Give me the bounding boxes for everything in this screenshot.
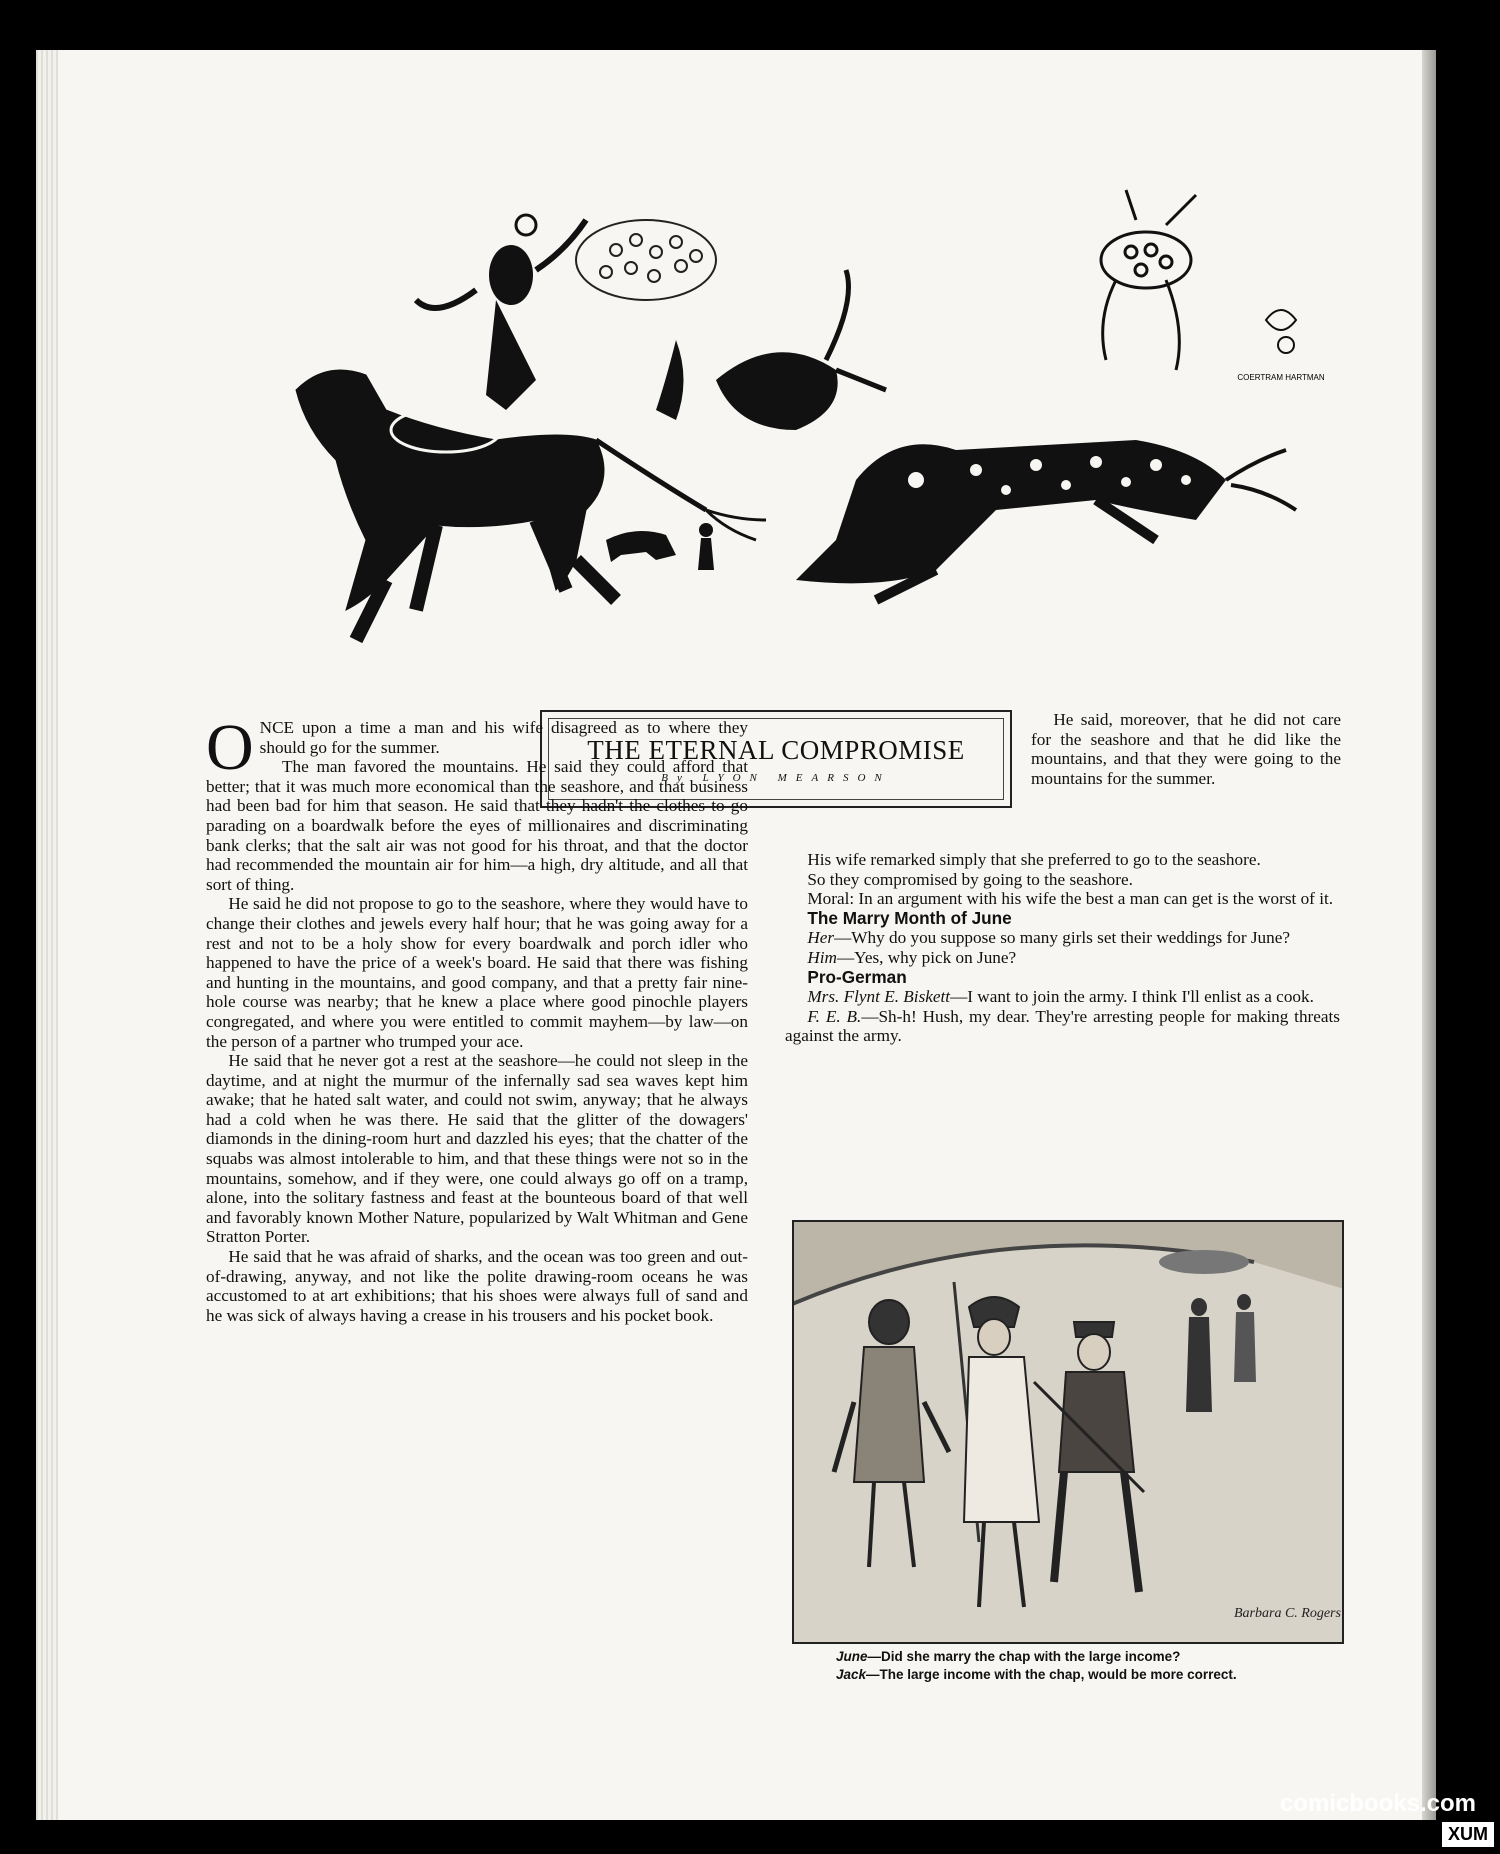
cartoon-caption [836,1648,1237,1684]
joke2-line1 [785,987,1340,1007]
article-paragraph: So they compromised by going to the seashore. [807,869,1133,889]
illustration-signature: COERTRAM HARTMAN [1237,373,1325,382]
article-column-right [785,850,1340,1046]
caption2-speaker: Jack [836,1667,867,1682]
cartoon-drawing [794,1222,1342,1642]
joke1-text1: —Why do you suppose so many girls set their weddings for June? [834,928,1290,948]
cartoon-signature: Barbara C. Rogers [1234,1606,1341,1621]
article-paragraph: Moral: In an argument with his wife the best a man can get is the worst of it. [807,889,1334,909]
joke2-line2 [785,1007,1340,1046]
joke2-speaker1: Mrs. Flynt E. Biskett [807,987,951,1007]
joke2-speaker2: F. E. B. [807,1006,862,1026]
joke1-speaker1: Her [807,928,835,948]
caption1-speaker: June [836,1649,868,1664]
article-paragraph: He said that he was afraid of sharks, and the ocean was too green and out-of-drawing, anyway, and not like the polite drawing-room oceans he was accustomed to at art exhibitions; that his shoes were always full of sand and he was sick of always having a crease in his trousers and his pocket book. [206,1247,748,1325]
article-paragraph: He said that he never got a rest at the seashore—he could not sleep in the daytime, and at night the murmur of the infernally sad sea waves kept him awake; that he hated salt water, and could not swim, anyway; that he always had a cold when he was there. He said that the glitter of the dowagers' diamonds in the dining-room hurt and dazzled his eyes; that the chatter of the squabs was almost intolerable to him, and that these things were not so in the mountains, somehow, and if they were, one could always go off on a tramp, alone, into the solitary fastness and feast at the bounteous board of that well and favorably known Mother Nature, popularized by Walt Whitman and Gene Stratton Porter. [206,1051,748,1247]
paragraph-text: NCE upon a time a man and his wife disagreed as to where they should go for the summer. [259,718,748,757]
caption-line1 [836,1648,1237,1666]
page-edge [1422,50,1436,1820]
article-paragraph: He said, moreover, that he did not care for the seashore and that he did like the mountains, and that they were going to the mountains for the summer. [1031,710,1341,788]
joke1-line2 [785,948,1340,968]
caption-line2 [836,1666,1237,1684]
article-paragraph: The man favored the mountains. He said they could afford that better; that it was much more economical than the seashore, and that business had been bad for him that season. He said that they hadn't the clothes to go parading on a boardwalk before the eyes of millionaires and discriminating bank clerks; that the salt air was not good for his throat, and that the doctor had recommended the mountain air for him—a high, dry altitude, and all that sort of thing. [206,757,748,894]
caption1-text: —Did she marry the chap with the large income? [867,1649,1181,1664]
article-paragraph: He said he did not propose to go to the seashore, where they would have to change their clothes and jewels every half hour; that he was going away for a rest and not to be a holy show for every boardwalk and porch idler who happened to have the price of a week's board. He said that there was fishing and hunting in the mountains, and good company, and that a pretty fair nine-hole course was nearby; that he knew a place where good pinochle players congregated, and where you were entitled to commit mayhem—by law—on the person of a partner who trumped your ace. [206,894,748,1051]
magazine-page [36,50,1436,1820]
site-watermark: comicbooks.com [1279,1790,1476,1817]
joke2-text2: —Sh-h! Hush, my dear. They're arresting people for making threats against the army. [785,1006,1340,1046]
article-paragraph [206,711,748,784]
header-illustration [236,180,1336,720]
joke1-heading: The Marry Month of June [807,907,1012,928]
joke1-speaker2: Him [807,947,837,967]
joke2-heading: Pro-German [807,966,907,987]
article-column-left [206,711,748,1325]
drop-cap: O [206,711,254,784]
page-binding [36,50,58,1820]
joke2-text1: —I want to join the army. I think I'll enlist as a cook. [950,987,1314,1007]
source-badge: XUM [1442,1822,1494,1847]
article-column-right-top [1031,710,1341,788]
joke1-text2: —Yes, why pick on June? [836,947,1017,967]
cartoon-illustration [792,1220,1344,1644]
caption2-text: —The large income with the chap, would be more correct. [866,1667,1237,1682]
joke1-line1 [785,928,1340,948]
article-byline: By LYON MEARSON [661,772,891,784]
article-title: THE ETERNAL COMPROMISE [587,735,965,765]
article-paragraph: His wife remarked simply that she preferred to go to the seashore. [807,850,1261,869]
